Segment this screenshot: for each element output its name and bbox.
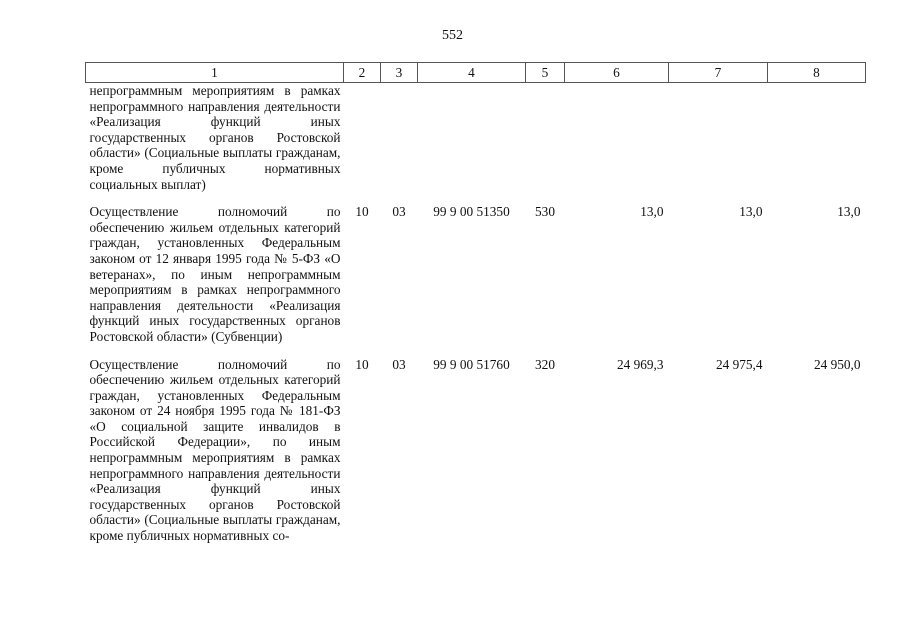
header-col-3: 3 bbox=[381, 63, 418, 83]
row-spacer bbox=[86, 345, 866, 357]
row-year3: 24 950,0 bbox=[813, 356, 861, 372]
row-subsection bbox=[381, 83, 418, 193]
row-description: Осуществление полномочий по обеспечению жильем отдельных категорий граждан, установленных Федеральным законом от 12 января 1995 года № 5-ФЗ «О ветеранах», по иным непрограммным мероприятиям в рамках непрограммного направления деятельности «Реализация функций иных государственных органов Ростовской области» (Субвенции) bbox=[89, 204, 341, 344]
row-section bbox=[344, 83, 381, 193]
row-year1: 24 969,3 bbox=[616, 356, 664, 372]
row-year2: 24 975,4 bbox=[715, 356, 763, 372]
row-spacer bbox=[86, 192, 866, 204]
row-year3: 13,0 bbox=[837, 204, 861, 220]
row-year3 bbox=[768, 83, 866, 193]
page-number: 552 bbox=[442, 28, 463, 43]
row-description: Осуществление полномочий по обеспечению жильем отдельных категорий граждан, установленных Федеральным законом от 24 ноября 1995 года № 181-ФЗ «О социальной защите инвалидов в Российской Федерации», по иным непрограммным мероприятиям в рамках непрограммного направления деятельности «Реализация функций иных государственных органов Ростовской области» (Социальные выплаты гражданам, кроме публичных нормативных со- bbox=[89, 356, 341, 544]
row-target-item bbox=[418, 83, 526, 193]
header-col-2: 2 bbox=[344, 63, 381, 83]
row-section: 10 bbox=[355, 356, 369, 372]
row-section: 10 bbox=[355, 204, 369, 220]
header-col-4: 4 bbox=[418, 63, 526, 83]
row-subsection: 03 bbox=[392, 356, 406, 372]
table-row bbox=[86, 357, 866, 544]
header-col-6: 6 bbox=[565, 63, 669, 83]
header-col-1: 1 bbox=[86, 63, 344, 83]
row-subsection: 03 bbox=[392, 204, 406, 220]
header-col-7: 7 bbox=[669, 63, 768, 83]
row-year2: 13,0 bbox=[739, 204, 763, 220]
row-expense-type: 530 bbox=[535, 204, 555, 220]
header-col-8: 8 bbox=[768, 63, 866, 83]
row-target-item: 99 9 00 51760 bbox=[433, 356, 510, 372]
row-description: непрограммным мероприятиям в рамках непрограммного направления деятельности «Реализация функций иных государственных органов Ростовской области» (Социальные выплаты гражданам, кроме публичных нормативных социальных выплат) bbox=[89, 83, 341, 192]
row-expense-type bbox=[526, 83, 565, 193]
row-year1 bbox=[565, 83, 669, 193]
row-year1: 13,0 bbox=[640, 204, 664, 220]
header-col-5: 5 bbox=[526, 63, 565, 83]
table-row bbox=[86, 83, 866, 193]
header-row bbox=[86, 63, 866, 83]
row-target-item: 99 9 00 51350 bbox=[433, 204, 510, 220]
table-row bbox=[86, 204, 866, 344]
row-year2 bbox=[669, 83, 768, 193]
budget-table bbox=[85, 62, 866, 544]
row-expense-type: 320 bbox=[535, 356, 555, 372]
